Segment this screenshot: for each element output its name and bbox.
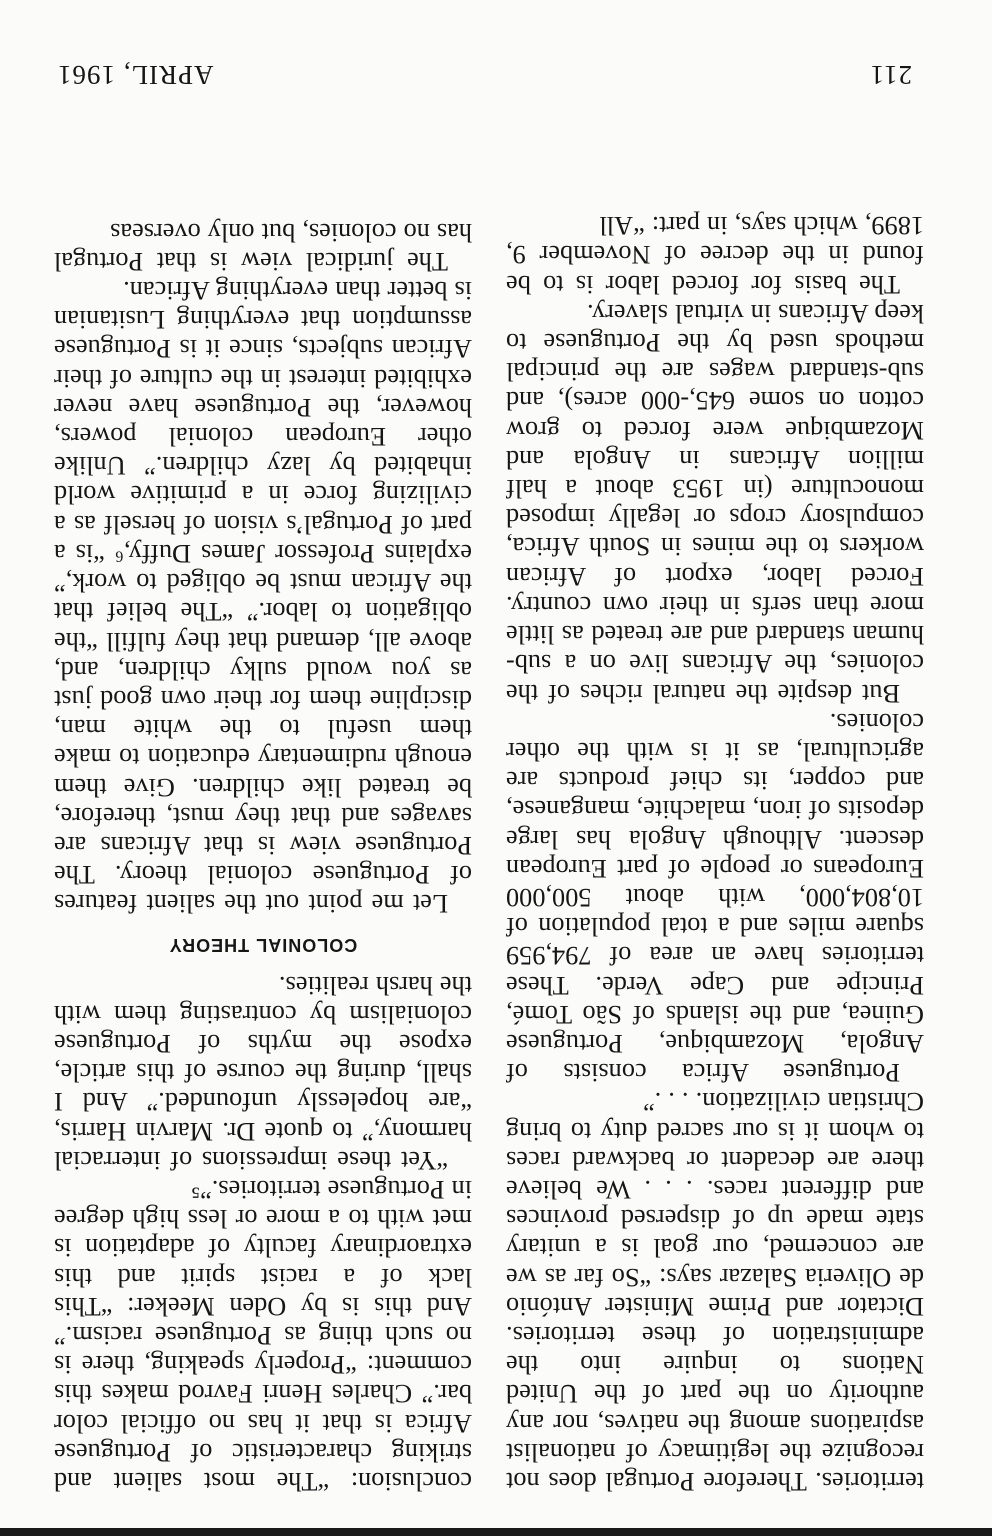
right-column: [54, 217, 472, 1496]
page-number: 211: [869, 60, 912, 90]
paragraph: The basis for forced labor is to be found in the decree of November 9, 1899, which says, in part: “All: [506, 211, 924, 299]
paragraph: But despite the natural riches of the colonies, the Africans live on a sub-human standard and are treated as little more than serfs in their own country. Forced labor, export of African workers to the mines in South Africa, compulsory crops or legally imposed monoculture (in 1953 about a half million Africans in Angola and Mozambique were forced to grow cotton on some 645,-000 acres), and sub-standard wages are the principal methods used by the Portuguese to keep Africans in virtual slavery.: [506, 298, 924, 708]
page-edge-rule: [0, 1528, 992, 1536]
paragraph: The juridical view is that Portugal has no colonies, but only overseas: [54, 217, 472, 276]
running-head: APRIL, 1961: [57, 60, 214, 90]
left-column: [506, 211, 924, 1496]
paragraph: Portuguese Africa consists of Angola, Mozambique, Portuguese Guinea, and the islands of São Tomé, Principe and Cape Verde. These territories have an area of 794,959 square miles and a total population of 10,804,000, with about 500,000 Europeans or people of part European descent. Although Angola has large deposits of iron, malachite, manganese, and copper, its chief products are agricultural, as it is with the other colonies.: [506, 707, 924, 1088]
paragraph: conclusion: “The most salient and striking characteristic of Portuguese Africa is that it has no official color bar.” Charles Henri Favrod makes this comment: “Properly speaking, there is no such thing as Portuguese racism.” And this is by Oden Meeker: “This lack of a racist spirit and this extraordinary faculty of adaptation is met with to a more or less high degree in Portuguese territories.”⁵: [54, 1174, 472, 1496]
paragraph: Let me point out the salient features of Portuguese colonial theory. The Portuguese view is that Africans are savages and that they must, therefore, be treated like children. Give them enough rudimentary education to make them useful to the white man, discipline them for their own good just as you would sulky children, and, above all, demand that they fulfill “the obligation to labor.” “The belief that the African must be obliged to work,” explains Professor James Duffy,⁶ “is a part of Portugal’s vision of herself as a civilizing force in a primitive world inhabited by lazy children.” Unlike other European colonial powers, however, the Portuguese have never exhibited interest in the culture of their African subjects, since it is Portuguese assumption that everything Lusitanian is better than everything African.: [54, 276, 472, 919]
page-header: [57, 50, 912, 90]
paragraph: “Yet these impressions of interracial harmony,” to quote Dr. Marvin Harris, “are hopelessly unfounded.” And I shall, during the course of this article, expose the myths of Portuguese colonialism by contrasting them with the harsh realities.: [54, 970, 472, 1175]
paragraph: territories. Therefore Portugal does not recognize the legitimacy of nationalist aspirations among the natives, nor any authority on the part of the United Nations to inquire into the administration of these territories. Dictator and Prime Minister António de Oliveria Salazar says: “So far as we are concerned, our goal is a unitary state made up of dispersed provinces and different races. . . . We believe there are decadent or backward races to whom it is our sacred duty to bring Christian civilization. . . .”: [506, 1087, 924, 1496]
section-heading: COLONIAL THEORY: [168, 935, 358, 956]
